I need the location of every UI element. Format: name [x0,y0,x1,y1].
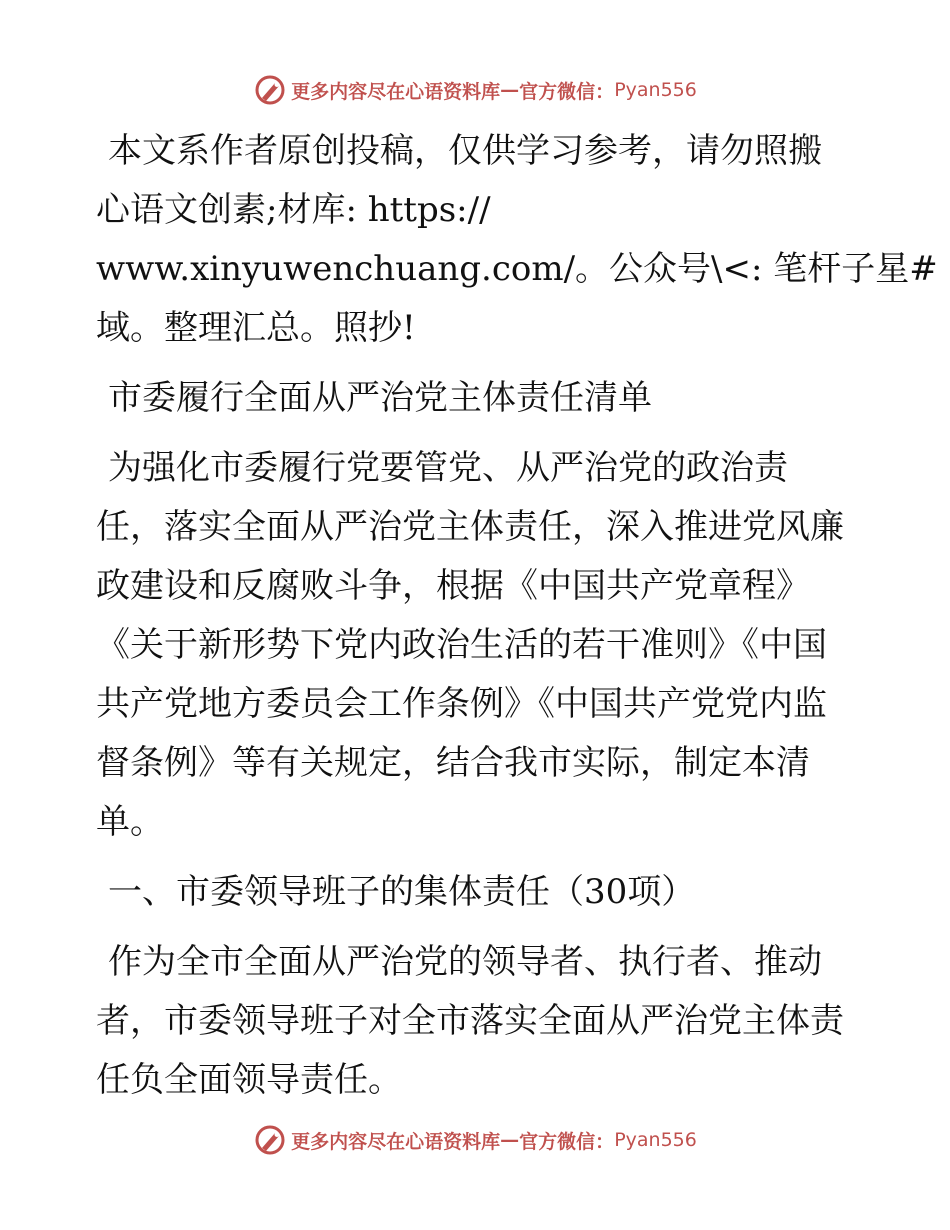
document-title: 市委履行全面从严治党主体责任清单 [108,378,652,418]
header-banner [0,70,950,110]
section-paragraph [96,933,856,1110]
intro-line: 共产党地方委员会工作条例》《中国共产党党内监 [96,684,827,724]
banner-text: 更多内容尽在心语资料库 [291,80,501,103]
pen-logo-icon [253,73,287,107]
intro-paragraph [96,439,856,852]
notice-line: 本文系作者原创投稿，仅供学习参考，请勿照搬 [108,131,822,171]
banner-dash: — [500,79,520,101]
notice-line: 心语文创素;材库: https:// [96,190,491,230]
banner-contact-label: 官方微信： [519,1130,615,1153]
notice-line: 域。整理汇总。照抄! [96,308,416,348]
banner-text: 更多内容尽在心语资料库 [291,1130,501,1153]
intro-line: 政建设和反腐败斗争，根据《中国共产党章程》 [96,566,810,606]
intro-line: 为强化市委履行党要管党、从严治党的政治责 [108,448,788,488]
document-body [96,122,938,1110]
banner-wechat-id: Pyan556 [614,1129,697,1151]
section-line: 者，市委领导班子对全市落实全面从严治党主体责 [96,1001,844,1041]
section-line: 作为全市全面从严治党的领导者、执行者、推动 [108,942,822,982]
banner-contact-label: 官方微信： [519,80,615,103]
intro-line: 《关于新形势下党内政治生活的若干准则》《中国 [96,625,827,665]
intro-line: 任，落实全面从严治党主体责任，深入推进党风廉 [96,507,844,547]
intro-line: 督条例》等有关规定，结合我市实际，制定本清 [96,743,810,783]
section-heading: 一、市委领导班子的集体责任（30项） [108,872,696,912]
banner-wechat-id: Pyan556 [614,79,697,101]
notice-line: www.xinyuwenchuang.com/。公众号\<: 笔杆子星# [96,249,938,289]
intro-line: 单。 [96,802,164,842]
banner-dash: — [500,1129,520,1151]
footer-banner [0,1120,950,1160]
section-line: 任负全面领导责任。 [96,1060,402,1100]
pen-logo-icon [253,1123,287,1157]
notice-paragraph [96,122,938,358]
